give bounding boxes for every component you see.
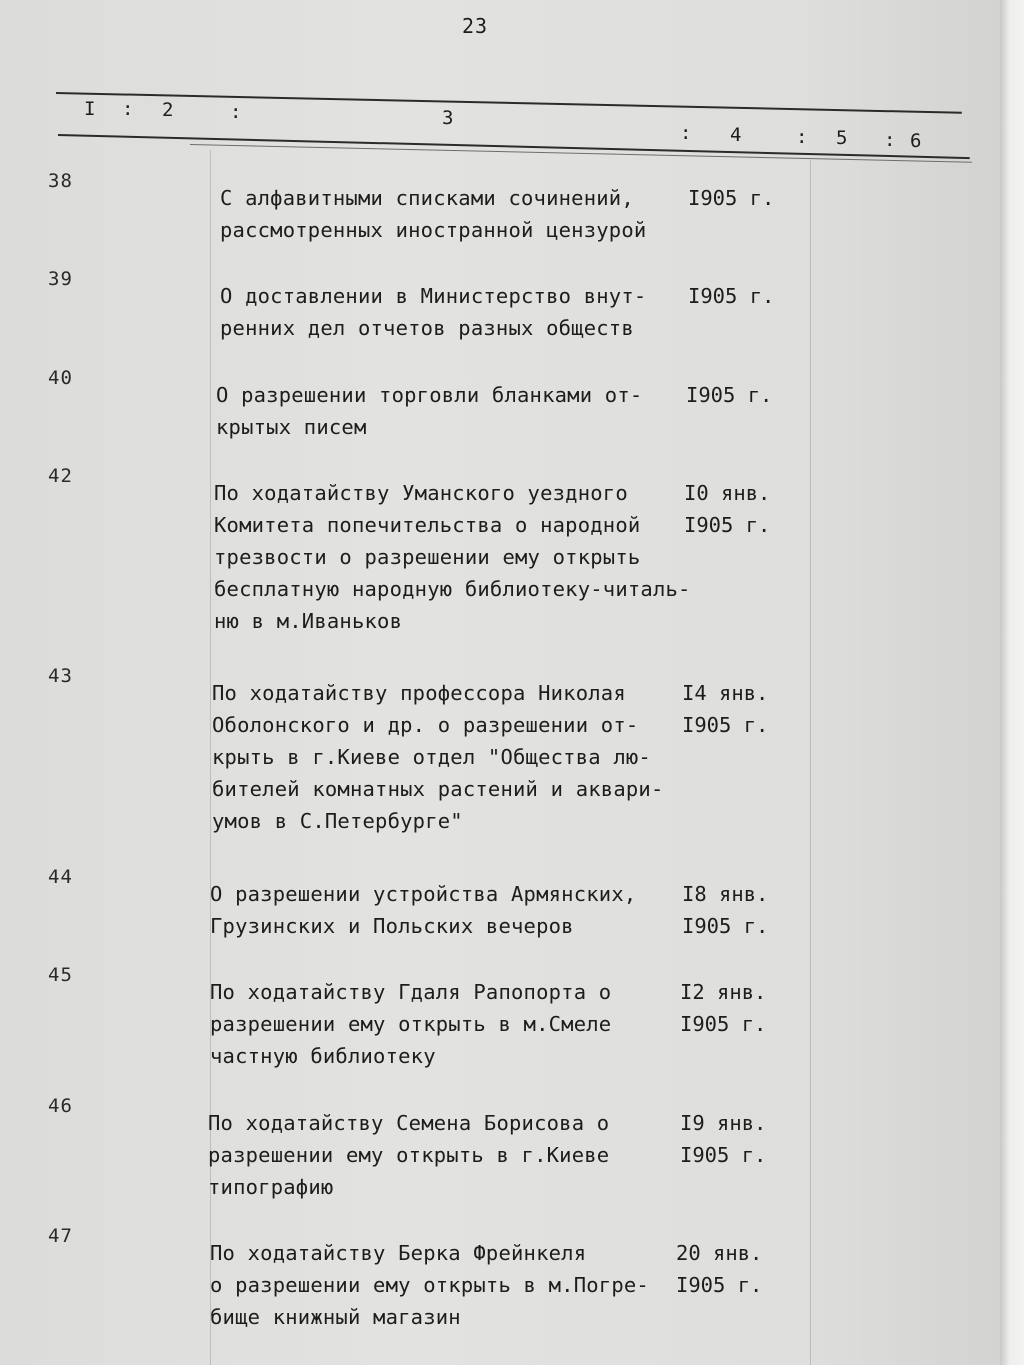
entry-date-line: I8 янв. — [682, 882, 769, 906]
entry-number: 47 — [48, 1225, 73, 1247]
entry-date-line: I0 янв. — [684, 481, 771, 505]
column-header-5: 5 — [836, 127, 848, 149]
entry-date-line: I9 янв. — [680, 1111, 767, 1135]
column-header-2: 2 — [162, 99, 174, 121]
entry-title-line: По ходатайству Берка Фрейнкеля — [210, 1241, 587, 1265]
entry-title — [220, 182, 690, 246]
entry-title-line: По ходатайству Гдаля Рапопорта о — [210, 980, 612, 1004]
entry-title-line: умов в С.Петербурге" — [212, 809, 463, 833]
column-header-4: 4 — [730, 124, 742, 146]
entry-date-line: I905 г. — [682, 914, 769, 938]
entry-title-line: крыть в г.Киеве отдел "Общества лю- — [212, 745, 651, 769]
entry-date-line: I2 янв. — [680, 980, 767, 1004]
entry-title-line: частную библиотеку — [210, 1044, 436, 1068]
entry-date — [688, 280, 798, 312]
entry-title-line: Оболонского и др. о разрешении от- — [212, 713, 639, 737]
entry-title — [214, 477, 691, 637]
column-separator: : — [680, 122, 692, 144]
entry-title-line: О разрешении торговли бланками от- — [216, 383, 643, 407]
column-separator: : — [796, 126, 808, 148]
entry-title-line: разрешении ему открыть в м.Смеле — [210, 1012, 612, 1036]
entry-title-line: разрешении ему открыть в г.Киеве — [208, 1143, 610, 1167]
entry-number: 38 — [48, 170, 73, 192]
entry-date-line: I905 г. — [686, 383, 773, 407]
page-number: 23 — [462, 14, 489, 38]
entry-title-line: типографию — [208, 1175, 334, 1199]
entry-title-line: О разрешении устройства Армянских, — [210, 882, 637, 906]
entry-title-line: Грузинских и Польских вечеров — [210, 914, 574, 938]
entry-date-line: 20 янв. — [676, 1241, 763, 1265]
entry-number: 44 — [48, 866, 73, 888]
column-separator: : — [884, 129, 896, 151]
entry-title — [220, 280, 690, 344]
entry-date-line: I905 г. — [688, 186, 775, 210]
entry-title-line: ню в м.Иваньков — [214, 609, 403, 633]
entry-number: 46 — [48, 1095, 73, 1117]
entry-title-line: бителей комнатных растений и аквари- — [212, 777, 664, 801]
entry-date — [680, 976, 790, 1040]
column-separator: : — [122, 98, 134, 120]
entry-date-line: I905 г. — [676, 1273, 763, 1297]
entry-title-line: О доставлении в Министерство внут- — [220, 284, 647, 308]
entry-number: 45 — [48, 964, 73, 986]
entry-title-line: С алфавитными списками сочинений, — [220, 186, 634, 210]
column-separator: : — [230, 101, 242, 123]
entry-title — [210, 878, 680, 942]
adjacent-page-edge — [1000, 0, 1024, 1365]
entry-title — [208, 1107, 678, 1203]
column-header-6: 6 — [910, 130, 922, 152]
entry-title-line: бесплатную народную библиотеку-читаль- — [214, 577, 691, 601]
entry-date — [676, 1237, 786, 1301]
entry-title — [216, 379, 686, 443]
entry-date-line: I905 г. — [682, 713, 769, 737]
entry-number: 42 — [48, 465, 73, 487]
entry-number: 43 — [48, 665, 73, 687]
entry-title-line: По ходатайству Семена Борисова о — [208, 1111, 610, 1135]
entry-date-line: I905 г. — [688, 284, 775, 308]
entry-date — [680, 1107, 790, 1171]
entry-title-line: Комитета попечительства о народной — [214, 513, 641, 537]
entry-date — [684, 477, 794, 541]
entry-title — [210, 1237, 680, 1333]
entry-date — [682, 878, 792, 942]
entry-title-line: бище книжный магазин — [210, 1305, 461, 1329]
entry-title-line: ренних дел отчетов разных обществ — [220, 316, 634, 340]
column-header-1: I — [84, 98, 96, 120]
entry-title-line: По ходатайству Уманского уездного — [214, 481, 628, 505]
entry-number: 40 — [48, 367, 73, 389]
column-header-3: 3 — [442, 107, 454, 129]
entry-date-line: I905 г. — [680, 1012, 767, 1036]
entry-date — [686, 379, 796, 411]
entry-title-line: рассмотренных иностранной цензурой — [220, 218, 647, 242]
entry-date-line: I905 г. — [684, 513, 771, 537]
entry-title-line: трезвости о разрешении ему открыть — [214, 545, 641, 569]
entry-title-line: По ходатайству профессора Николая — [212, 681, 626, 705]
entry-date-line: I4 янв. — [682, 681, 769, 705]
entry-number: 39 — [48, 268, 73, 290]
entry-title-line: крытых писем — [216, 415, 367, 439]
entry-date-line: I905 г. — [680, 1143, 767, 1167]
entry-date — [682, 677, 792, 741]
entry-title — [210, 976, 680, 1072]
entry-title — [212, 677, 682, 837]
entry-title-line: о разрешении ему открыть в м.Погре- — [210, 1273, 649, 1297]
entry-date — [688, 182, 798, 214]
